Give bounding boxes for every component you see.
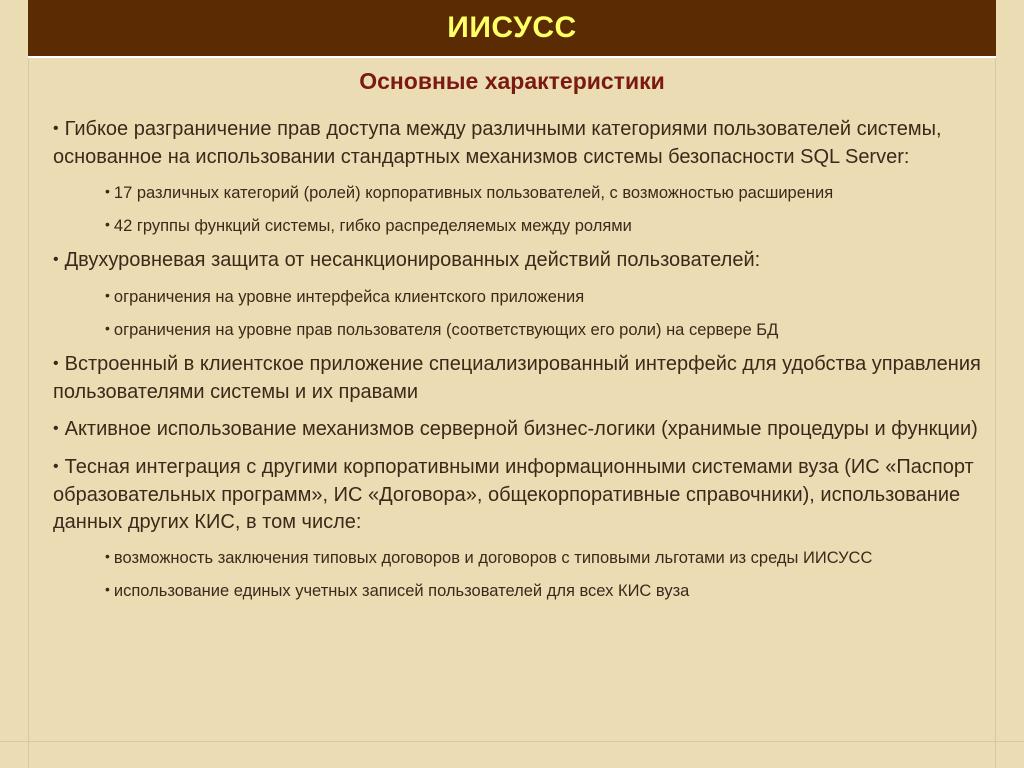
sub-bullet-item [105, 579, 993, 603]
sub-bullet-text: 42 группы функций системы, гибко распределяемых между ролями [113, 217, 632, 235]
bullet-dot-icon: • [53, 251, 59, 268]
bullet-dot-icon: • [53, 458, 59, 475]
bullet-item [53, 454, 993, 536]
bullet-item [53, 416, 993, 444]
bullet-list [53, 116, 993, 612]
sub-bullet-text: возможность заключения типовых договоров и договоров с типовыми льготами из среды ИИСУСС [113, 549, 873, 567]
bullet-text: Гибкое разграничение прав доступа между различными категориями пользователей системы, основанное на использовании стандартных механизмов системы безопасности SQL Server: [53, 118, 942, 168]
sub-bullet-text: использование единых учетных записей пользователей для всех КИС вуза [113, 582, 690, 600]
sub-bullet-item [105, 181, 993, 205]
bullet-text: Тесная интеграция с другими корпоративными информационными системами вуза (ИС «Паспорт образовательных программ», ИС «Договора», общекорпоративные справочники), использование данных других КИС, в том числе: [53, 456, 974, 533]
slide-title: ИИСУСС [447, 11, 577, 44]
bullet-item [53, 351, 993, 406]
sub-bullet-dot-icon: • [105, 183, 110, 199]
bottom-border-line [0, 741, 1024, 742]
sub-bullet-item [105, 546, 993, 570]
sub-bullet-item [105, 214, 993, 238]
sub-bullet-dot-icon: • [105, 581, 110, 597]
bullet-item [53, 116, 993, 171]
bullet-text: Встроенный в клиентское приложение специализированный интерфейс для удобства управления пользователями системы и их правами [53, 353, 981, 403]
sub-bullet-text: ограничения на уровне прав пользователя (соответствующих его роли) на сервере БД [113, 321, 779, 339]
bullet-text: Двухуровневая защита от несанкционированных действий пользователей: [64, 249, 761, 271]
bullet-dot-icon: • [53, 120, 59, 137]
sub-bullet-dot-icon: • [105, 287, 110, 303]
bullet-dot-icon: • [53, 420, 59, 437]
slide-subtitle: Основные характеристики [359, 68, 665, 94]
sub-bullet-text: 17 различных категорий (ролей) корпоративных пользователей, с возможностью расширения [113, 184, 834, 202]
sub-bullet-item [105, 285, 993, 309]
bullet-text: Активное использование механизмов серверной бизнес-логики (хранимые процедуры и функции) [64, 418, 978, 440]
title-bar [28, 0, 996, 58]
left-border-line [28, 0, 29, 768]
sub-bullet-dot-icon: • [105, 216, 110, 232]
sub-bullet-dot-icon: • [105, 320, 110, 336]
sub-bullet-item [105, 318, 993, 342]
right-border-line [995, 0, 996, 768]
sub-bullet-text: ограничения на уровне интерфейса клиентского приложения [113, 288, 585, 306]
sub-bullet-dot-icon: • [105, 548, 110, 564]
bullet-dot-icon: • [53, 355, 59, 372]
bullet-item [53, 247, 993, 275]
